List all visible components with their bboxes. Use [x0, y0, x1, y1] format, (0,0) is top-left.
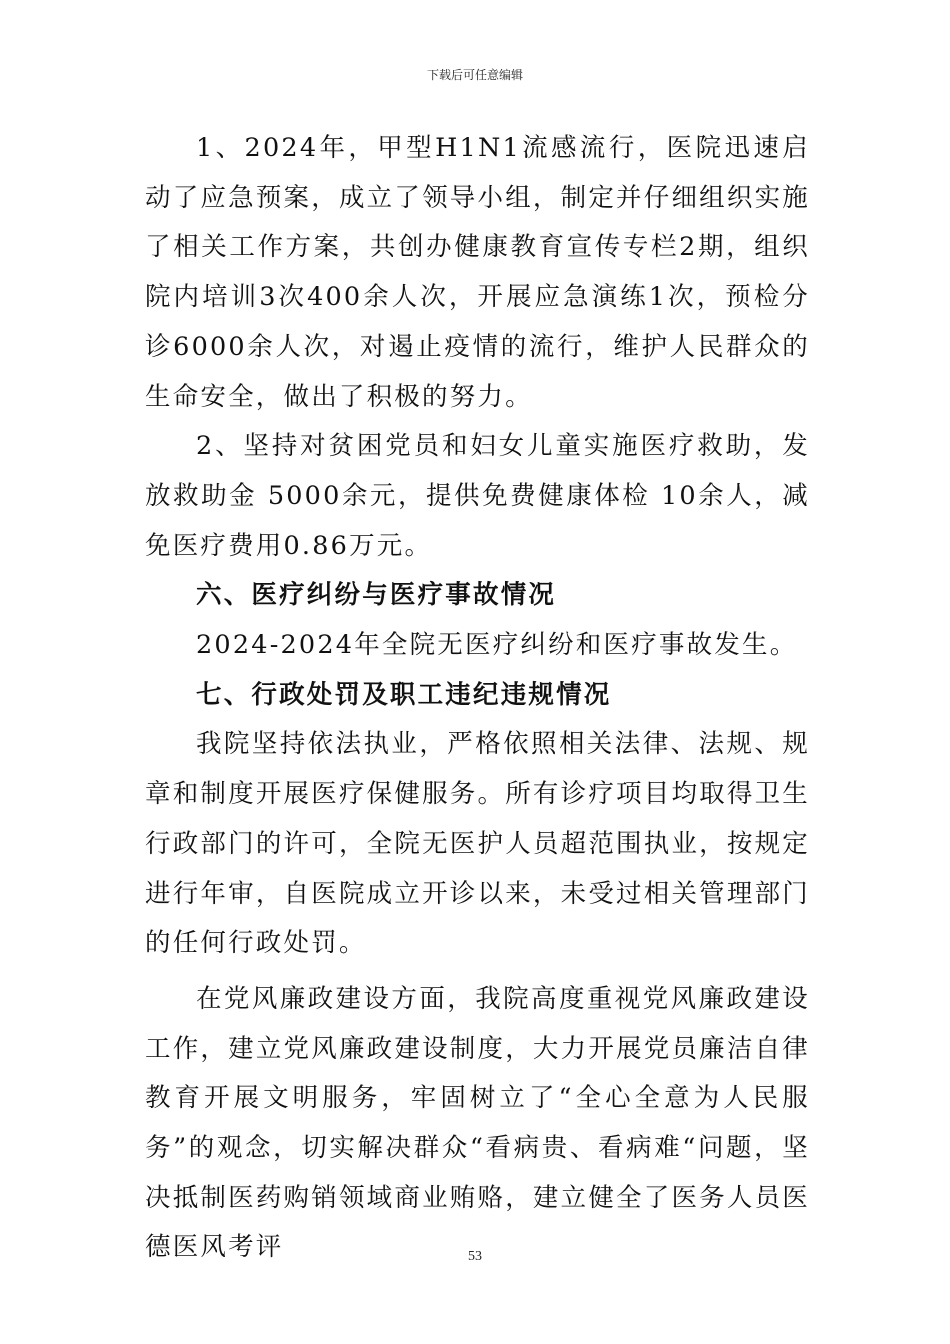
section-heading-7: 七、行政处罚及职工违纪违规情况: [196, 679, 612, 710]
page-number: 53: [468, 1249, 482, 1264]
paragraph-2: 2、坚持对贫困党员和妇女儿童实施医疗救助，发放救助金 5000余元，提供免费健康体检 10余人，减免医疗费用0.86万元。: [145, 431, 810, 561]
document-body: [145, 124, 810, 1273]
paragraph-1: 1、2024年，甲型H1N1流感流行，医院迅速启动了应急预案，成立了领导小组，制定并仔细组织实施了相关工作方案，共创办健康教育宣传专栏2期，组织院内培训3次400余人次，开展应急演练1次，预检分诊6000余人次，对遏止疫情的流行，维护人民群众的生命安全，做出了积极的努力。: [145, 133, 810, 412]
section-heading-6: 六、医疗纠纷与医疗事故情况: [196, 580, 557, 611]
paragraph-3: 2024-2024年全院无医疗纠纷和医疗事故发生。: [196, 630, 798, 661]
paragraph-4: 我院坚持依法执业，严格依照相关法律、法规、规章和制度开展医疗保健服务。所有诊疗项目均取得卫生行政部门的许可，全院无医护人员超范围执业，按规定进行年审，自医院成立开诊以来，未受过相关管理部门的任何行政处罚。: [145, 729, 810, 959]
page-header: 下载后可任意编辑: [426, 68, 523, 82]
paragraph-5: 在党风廉政建设方面，我院高度重视党风廉政建设工作，建立党风廉政建设制度，大力开展党员廉洁自律教育开展文明服务，牢固树立了“全心全意为人民服务”的观念，切实解决群众“看病贵、看病难“问题，坚决抵制医药购销领域商业贿赂，建立健全了医务人员医德医风考评: [145, 983, 810, 1263]
